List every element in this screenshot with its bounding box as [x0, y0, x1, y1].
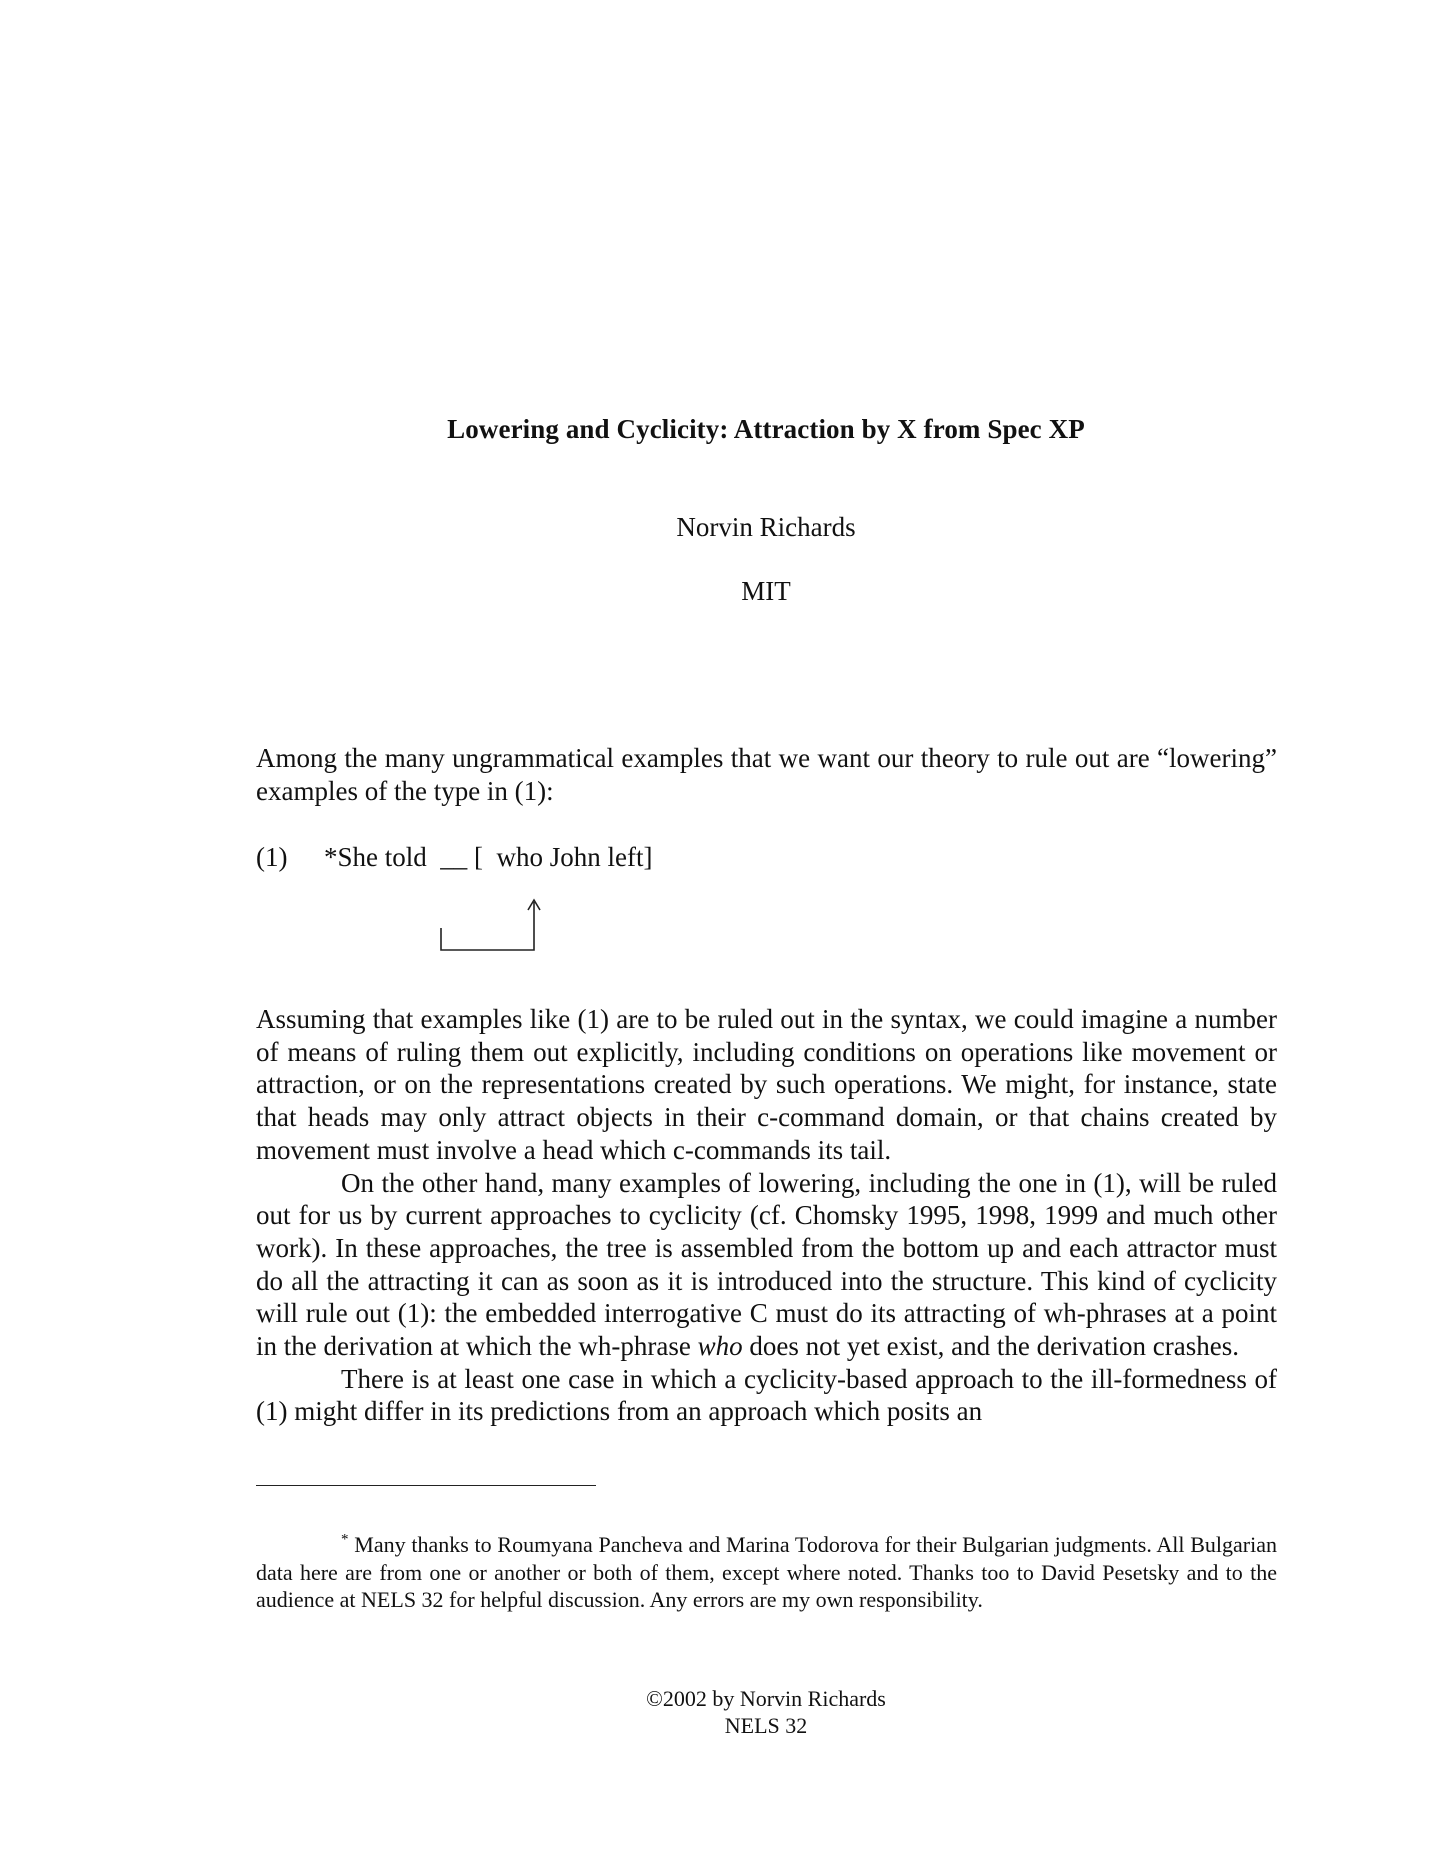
example-1 [256, 842, 856, 952]
intro-paragraph: Among the many ungrammatical examples that we want our theory to rule out are “lowering” examples of the type in (1): [256, 743, 1277, 806]
author-affiliation: MIT [741, 576, 791, 606]
copyright-line: ©2002 by Norvin Richards [646, 1686, 886, 1711]
author-name: Norvin Richards [676, 512, 856, 542]
body-paragraph-2 [256, 1167, 1277, 1363]
body-paragraph-2-text: On the other hand, many examples of lowering, including the one in (1), will be ruled out for us by current approaches to cyclicity (cf. Chomsky 1995, 1998, 1999 and much other work). In these approaches, the tree is assembled from the bottom up and each attractor must do all the attracting it can as soon as it is introduced into the structure. This kind of cyclicity will rule out (1): the embedded interrogative C must do its attracting of wh-phrases at a point in the derivation at which the wh-phrase [256, 1167, 1277, 1362]
venue-line: NELS 32 [724, 1713, 808, 1738]
footnote-marker: * [341, 1531, 349, 1548]
example-sentence: *She told __ [ who John left] [324, 842, 653, 872]
lowering-arrow-icon [256, 842, 856, 952]
footnote-text: Many thanks to Roumyana Pancheva and Marina Todorova for their Bulgarian judgments. All Bulgarian data here are from one or another or both of them, except where noted. Thanks too to David Pesetsky and to the audience at NELS 32 for helpful discussion. Any errors are my own responsibility. [256, 1532, 1278, 1612]
paper-title: Lowering and Cyclicity: Attraction by X from Spec XP [447, 414, 1085, 444]
footnote-divider [256, 1485, 596, 1486]
footnote-paragraph [256, 1531, 1277, 1614]
italic-who: who [697, 1331, 743, 1362]
footnote [256, 1531, 1277, 1614]
body-paragraph-2-end: does not yet exist, and the derivation crashes. [749, 1331, 1240, 1362]
body-paragraph-3: There is at least one case in which a cyclicity-based approach to the ill-formedness of (1) might differ in its predictions from an approach which posits an [256, 1363, 1277, 1427]
body-paragraph-1: Assuming that examples like (1) are to be ruled out in the syntax, we could imagine a number of means of ruling them out explicitly, including conditions on operations like movement or attraction, or on the representations created by such operations. We might, for instance, state that heads may only attract objects in their c-command domain, or that chains created by movement must involve a head which c-commands its tail. [256, 1004, 1277, 1165]
example-number: (1) [256, 842, 288, 872]
intro-paragraph-block [256, 742, 1277, 807]
main-text-block [256, 1003, 1277, 1428]
